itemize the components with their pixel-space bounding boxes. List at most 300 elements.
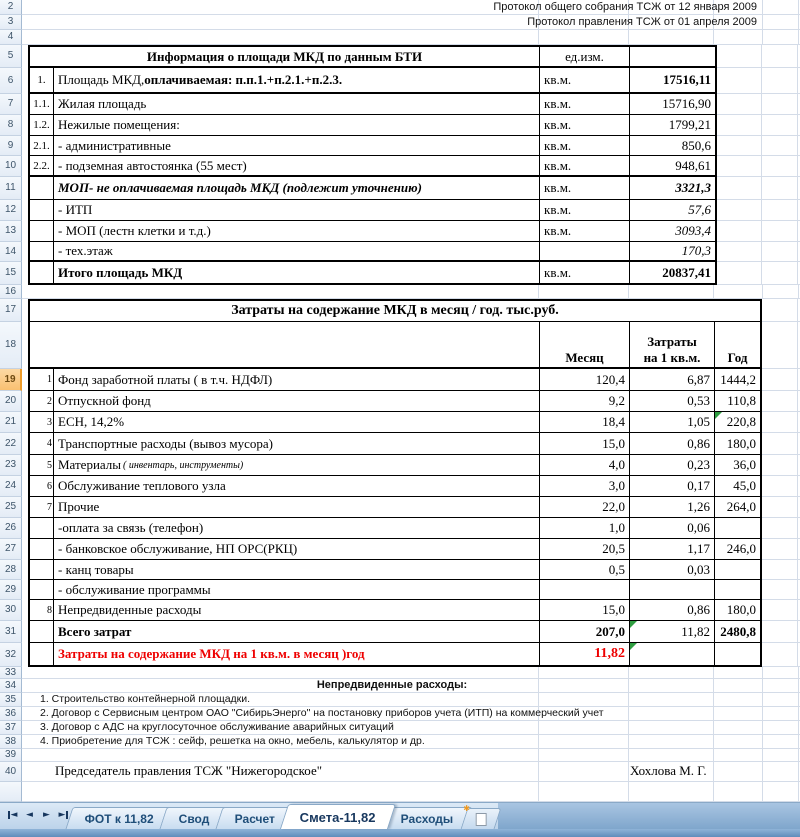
row-index-cell[interactable] (30, 262, 54, 283)
per-sqm-cell[interactable]: 1,05 (630, 412, 715, 432)
month-cell[interactable]: 15,0 (540, 433, 630, 454)
year-cell[interactable]: 1444,2 (720, 371, 756, 387)
protocol-line-1: Протокол общего собрания ТСЖ от 12 января 2009 (493, 0, 757, 13)
table-row (28, 560, 762, 580)
sheet-row (0, 455, 800, 476)
grid-area[interactable] (762, 391, 800, 412)
table-row (28, 156, 717, 177)
row-header[interactable]: 10 (0, 156, 22, 177)
per-sqm-cell[interactable]: 1,26 (630, 497, 715, 517)
row-label-cell[interactable]: Нежилые помещения: (54, 115, 540, 135)
per-sqm-cell[interactable]: 0,86 (630, 433, 715, 454)
grid-area[interactable] (22, 782, 800, 802)
grid-area[interactable] (762, 518, 800, 539)
sheet-tab-rashody[interactable] (381, 807, 473, 829)
table-row (28, 242, 717, 262)
grid-cell-error-flag[interactable] (630, 643, 715, 665)
unit-cell[interactable]: кв.м. (540, 262, 630, 283)
sheet-row (0, 621, 800, 643)
sheet-row (0, 782, 800, 802)
row-index-cell[interactable] (30, 539, 54, 559)
sheet-row (0, 369, 800, 391)
table-row (28, 115, 717, 136)
grid-cell[interactable] (715, 643, 760, 665)
grid-area[interactable] (717, 242, 800, 262)
row-label-cell[interactable]: Фонд заработной платы ( в т.ч. НДФЛ) (54, 369, 540, 390)
row-header[interactable]: 11 (0, 177, 22, 200)
row-label-cell[interactable]: ЕСН, 14,2% (54, 412, 540, 432)
sheet-row (0, 242, 800, 262)
grid-area[interactable] (762, 476, 800, 497)
row-header[interactable]: 27 (0, 539, 22, 560)
table-row (28, 177, 717, 200)
month-cell[interactable]: 0,5 (540, 560, 630, 579)
cost-table-title[interactable]: Затраты на содержание МКД в месяц / год. тыс.руб. (231, 303, 559, 318)
per-sqm-cell[interactable] (630, 580, 715, 599)
note-item: 4. Приобретение для ТСЖ : сейф, решетка на окно, мебель, калькулятор и др. (40, 735, 425, 747)
grid-area[interactable] (762, 580, 800, 600)
sheet-row (0, 707, 800, 721)
row-label-cell[interactable]: Отпускной фонд (54, 391, 540, 411)
row-index-cell[interactable] (30, 560, 54, 579)
grid-area[interactable] (762, 539, 800, 560)
sheet-row (0, 749, 800, 762)
row-label-cell[interactable] (54, 455, 540, 475)
column-header-per-sqm[interactable] (630, 322, 715, 367)
row-label-cell[interactable]: Транспортные расходы (вывоз мусора) (54, 433, 540, 454)
row-index-cell[interactable]: 1. (30, 68, 54, 92)
row-index-cell[interactable]: 1.2. (30, 115, 54, 135)
row-header[interactable]: 24 (0, 476, 22, 497)
sheet-row (0, 580, 800, 600)
table-row (28, 412, 762, 433)
label-text-bold: оплачиваемая: п.п.1.+п.2.1.+п.2.3. (144, 72, 343, 87)
value-cell[interactable]: 20837,41 (662, 264, 711, 280)
year-cell[interactable] (715, 518, 760, 538)
row-index-cell[interactable] (30, 221, 54, 241)
grid-area[interactable] (762, 369, 800, 391)
grid-area[interactable] (22, 721, 800, 735)
sheet-row (0, 299, 800, 322)
month-cell[interactable]: 9,2 (540, 391, 630, 411)
month-cell[interactable]: 4,0 (540, 455, 630, 475)
year-cell[interactable]: 36,0 (733, 457, 756, 472)
row-label-cell[interactable]: - обслуживание программы (54, 580, 540, 599)
row-label-cell[interactable]: МОП- не оплачиваемая площадь МКД (подлежит уточнению) (54, 177, 540, 199)
row-header[interactable]: 35 (0, 693, 22, 707)
row-label-cell[interactable]: - тех.этаж (54, 242, 540, 260)
column-header-text: Месяц (565, 349, 604, 365)
sheet-row (0, 68, 800, 94)
month-cell[interactable]: 120,4 (540, 369, 630, 390)
sheet-row (0, 667, 800, 679)
row-header[interactable]: 2 (0, 0, 22, 15)
unit-cell[interactable] (540, 242, 630, 260)
grid-area[interactable] (22, 667, 800, 679)
grid-area[interactable] (762, 643, 800, 667)
sheet-row (0, 391, 800, 412)
label-text: Материалы (58, 457, 122, 472)
table-row (28, 299, 762, 322)
row-header[interactable]: 32 (0, 643, 22, 667)
row-header[interactable] (0, 782, 22, 802)
row-header[interactable]: 26 (0, 518, 22, 539)
grid-area[interactable] (717, 156, 800, 177)
row-index-cell[interactable]: 1 (30, 369, 54, 390)
table-row (28, 433, 762, 455)
total-month-cell[interactable]: 207,0 (540, 621, 630, 642)
table-row (28, 369, 762, 391)
label-text: Площадь МКД, (58, 72, 145, 87)
per-sqm-cell[interactable]: 0,06 (630, 518, 715, 538)
grid-area[interactable] (762, 497, 800, 518)
sheet-tab-bar (0, 802, 800, 829)
unit-cell[interactable]: кв.м. (540, 156, 630, 175)
year-cell[interactable]: 180,0 (726, 602, 756, 617)
grid-area[interactable] (717, 200, 800, 221)
sheet-row (0, 156, 800, 177)
row-header[interactable]: 12 (0, 200, 22, 221)
year-cell[interactable]: 264,0 (726, 499, 756, 514)
sheet-row (0, 0, 800, 15)
signature-name: Хохлова М. Г. (630, 763, 707, 778)
sheet-row (0, 600, 800, 621)
row-label-cell[interactable]: - ИТП (54, 200, 540, 220)
row-header[interactable]: 37 (0, 721, 22, 735)
sheet-row (0, 497, 800, 518)
year-cell[interactable] (715, 560, 760, 579)
grid-area[interactable] (22, 693, 800, 707)
row-header[interactable]: 28 (0, 560, 22, 580)
unit-cell[interactable]: кв.м. (540, 221, 630, 241)
grid-area[interactable] (762, 433, 800, 455)
sheet-row (0, 762, 800, 782)
grid-area[interactable] (762, 299, 800, 322)
tab-label: Расходы (400, 811, 453, 826)
per-sqm-cell[interactable]: 1,17 (630, 539, 715, 559)
value-cell[interactable]: 170,3 (681, 243, 711, 258)
total-label-cell[interactable]: Всего затрат (54, 621, 540, 642)
grid-area[interactable] (717, 68, 800, 94)
per-sqm-cell[interactable]: 0,23 (630, 455, 715, 475)
column-header-text: на 1 кв.м. (643, 349, 701, 365)
sheet-row (0, 560, 800, 580)
window-bottom-edge (0, 829, 800, 837)
sheet-row (0, 177, 800, 200)
row-index-cell[interactable]: 2 (30, 391, 54, 411)
scroll-next-icon[interactable]: ► (43, 810, 50, 820)
row-index-cell[interactable] (30, 518, 54, 538)
insert-worksheet-button[interactable] (461, 804, 502, 829)
tab-scroll-buttons (0, 803, 76, 829)
row-label-cell[interactable]: Жилая площадь (54, 94, 540, 114)
sheet-row (0, 115, 800, 136)
table-row (28, 476, 762, 497)
sheet-row (0, 45, 800, 68)
sheet-row (0, 433, 800, 455)
tab-bar-filler (498, 803, 800, 829)
per-sqm-cell[interactable]: 0,03 (630, 560, 715, 579)
sheet-row (0, 285, 800, 299)
row-index-cell[interactable]: 3 (30, 412, 54, 432)
sheet-row (0, 94, 800, 115)
sheet-row (0, 200, 800, 221)
row-header[interactable]: 36 (0, 707, 22, 721)
row-header[interactable]: 40 (0, 762, 22, 782)
notes-title: Непредвиденные расходы: (316, 679, 468, 691)
row-header[interactable]: 6 (0, 68, 22, 94)
column-header-year[interactable] (715, 322, 760, 367)
row-label-cell[interactable]: - канц товары (54, 560, 540, 579)
unit-cell[interactable]: кв.м. (540, 200, 630, 220)
grid-area[interactable] (717, 262, 800, 285)
grid-area[interactable] (22, 679, 800, 693)
row-label-cell[interactable] (54, 68, 540, 92)
row-header[interactable]: 31 (0, 621, 22, 643)
grid-area[interactable] (762, 412, 800, 433)
table-row (28, 643, 762, 667)
row-header[interactable]: 29 (0, 580, 22, 600)
row-label-cell[interactable]: - банковское обслуживание, НП ОРС(РКЦ) (54, 539, 540, 559)
grid-area[interactable] (22, 285, 800, 299)
row-index-cell[interactable] (30, 580, 54, 599)
tab-label: Смета-11,82 (299, 809, 376, 825)
scroll-prev-icon[interactable]: ◄ (26, 810, 33, 820)
row-index-cell[interactable]: 2.1. (30, 136, 54, 155)
row-index-cell[interactable] (30, 643, 54, 665)
sheet-tab-smeta-active[interactable] (280, 804, 396, 829)
grid-area[interactable] (762, 322, 800, 369)
grid-area[interactable] (762, 455, 800, 476)
row-header[interactable]: 7 (0, 94, 22, 115)
per-sqm-cell[interactable]: 6,87 (630, 369, 715, 390)
month-cell[interactable]: 1,0 (540, 518, 630, 538)
sheet-row (0, 518, 800, 539)
sheet-row (0, 476, 800, 497)
value-cell[interactable]: 17516,11 (662, 72, 711, 87)
row-header[interactable]: 38 (0, 735, 22, 749)
grid-area[interactable] (22, 707, 800, 721)
sheet-row (0, 643, 800, 667)
row-index-cell[interactable]: 8 (30, 600, 54, 620)
grid-area[interactable] (717, 136, 800, 156)
insert-worksheet-star-icon: ✱ (463, 804, 471, 813)
table-row (28, 68, 717, 94)
column-header-text: Год (727, 349, 748, 365)
row-label-cell[interactable]: Непредвиденные расходы (54, 600, 540, 620)
grid-cell[interactable] (630, 47, 715, 66)
sheet-row (0, 539, 800, 560)
row-header[interactable]: 17 (0, 299, 22, 322)
row-header[interactable]: 39 (0, 749, 22, 762)
grid-area[interactable] (717, 221, 800, 242)
row-label-cell[interactable]: -оплата за связь (телефон) (54, 518, 540, 538)
grid-area[interactable] (22, 30, 800, 45)
protocol-line-2: Протокол правления ТСЖ от 01 апреля 2009 (527, 15, 757, 28)
sheet-row (0, 221, 800, 242)
grid-area[interactable] (717, 45, 800, 68)
month-cell[interactable] (540, 580, 630, 599)
row-index-cell[interactable]: 6 (30, 476, 54, 496)
table-row (28, 391, 762, 412)
total-year-cell[interactable]: 2480,8 (720, 623, 756, 639)
row-index-cell[interactable] (30, 177, 54, 199)
per-sqm-cell[interactable]: 0,17 (630, 476, 715, 496)
scroll-first-icon[interactable]: ◄ (4, 810, 21, 820)
sheet-tabs (76, 803, 498, 829)
signature-title: Председатель правления ТСЖ "Нижегородское" (55, 763, 323, 778)
unit-cell[interactable]: кв.м. (540, 68, 630, 92)
row-label-cell[interactable]: - подземная автостоянка (55 мест) (54, 156, 540, 175)
grid-area[interactable] (762, 600, 800, 621)
note-item: 3. Договор с АДС на круглосуточное обслуживание аварийных ситуаций (40, 721, 394, 733)
year-cell[interactable] (715, 580, 760, 599)
value-cell[interactable]: 57,6 (688, 202, 711, 217)
rate-label-cell[interactable]: Затраты на содержание МКД на 1 кв.м. в месяц )год (54, 643, 540, 665)
row-header[interactable]: 18 (0, 322, 22, 369)
row-index-cell[interactable] (30, 621, 54, 642)
row-header[interactable]: 16 (0, 285, 22, 299)
table-row (28, 221, 717, 242)
row-index-cell[interactable]: 1.1. (30, 94, 54, 114)
row-header[interactable]: 33 (0, 667, 22, 679)
sheet-row (0, 693, 800, 707)
year-cell[interactable]: 110,8 (727, 393, 756, 408)
month-cell[interactable]: 20,5 (540, 539, 630, 559)
value-cell[interactable]: 15716,90 (662, 96, 711, 111)
unit-column-header[interactable]: ед.изм. (540, 47, 630, 66)
note-item: 1. Строительство контейнерной площадки. (40, 693, 251, 705)
tab-label: Свод (178, 811, 210, 826)
per-sqm-cell[interactable]: 0,53 (630, 391, 715, 411)
row-header[interactable]: 20 (0, 391, 22, 412)
sheet-row (0, 322, 800, 369)
table-row (28, 539, 762, 560)
sheet-row (0, 412, 800, 433)
row-label-cell[interactable]: Обслуживание теплового узла (54, 476, 540, 496)
grid-area[interactable] (717, 115, 800, 136)
value-cell[interactable]: 948,61 (675, 157, 711, 173)
value-cell[interactable]: 850,6 (681, 137, 711, 153)
table-row (28, 621, 762, 643)
unit-cell[interactable]: кв.м. (540, 136, 630, 155)
grid-area[interactable] (717, 177, 800, 200)
row-label-cell[interactable]: - административные (54, 136, 540, 155)
row-header[interactable]: 15 (0, 262, 22, 285)
scroll-last-icon[interactable]: ► (55, 810, 72, 820)
sheet-row (0, 679, 800, 693)
value-cell[interactable]: 3321,3 (675, 180, 711, 195)
year-cell[interactable]: 180,0 (726, 435, 756, 451)
table-row (28, 262, 717, 285)
row-index-cell[interactable]: 7 (30, 497, 54, 517)
month-cell[interactable]: 18,4 (540, 412, 630, 432)
table-row (28, 455, 762, 476)
table-row (28, 580, 762, 600)
sheet-row (0, 15, 800, 30)
year-cell-error-flag[interactable]: 220,8 (715, 412, 760, 432)
note-item: 2. Договор с Сервисным центром ОАО "СибирьЭнерго" на постановку приборов учета (ИТП) на коммерческий учет (40, 707, 604, 719)
row-header[interactable]: 3 (0, 15, 22, 30)
row-index-cell[interactable]: 2.2. (30, 156, 54, 175)
column-header-text: Затраты (647, 333, 697, 349)
table-row (28, 136, 717, 156)
table-row (28, 600, 762, 621)
month-cell[interactable]: 15,0 (540, 600, 630, 620)
rate-month-cell[interactable]: 11,82 (540, 643, 630, 665)
row-header[interactable]: 23 (0, 455, 22, 476)
tab-label: ФОТ к 11,82 (84, 811, 154, 826)
row-header[interactable]: 21 (0, 412, 22, 433)
sheet-tab-fot[interactable] (65, 807, 173, 829)
grid-area[interactable] (762, 621, 800, 643)
row-header-active[interactable]: 19 (0, 369, 22, 391)
grid-area[interactable] (762, 560, 800, 580)
table-row (28, 518, 762, 539)
table-row (28, 45, 717, 68)
grid-cell[interactable] (30, 322, 540, 367)
row-label-cell[interactable]: Итого площадь МКД (54, 262, 540, 283)
row-header[interactable]: 9 (0, 136, 22, 156)
unit-cell[interactable]: кв.м. (540, 115, 630, 135)
area-table-title[interactable]: Информация о площади МКД по данным БТИ (30, 47, 540, 66)
value-cell[interactable]: 1799,21 (668, 117, 711, 132)
sheet-row (0, 30, 800, 45)
unit-cell[interactable]: кв.м. (540, 94, 630, 114)
row-header[interactable]: 13 (0, 221, 22, 242)
sheet-row (0, 721, 800, 735)
table-row (28, 497, 762, 518)
row-header[interactable]: 5 (0, 45, 22, 68)
row-header[interactable]: 25 (0, 497, 22, 518)
row-header[interactable]: 4 (0, 30, 22, 45)
row-header[interactable]: 22 (0, 433, 22, 455)
total-per-sqm-cell-error-flag[interactable]: 11,82 (630, 621, 715, 642)
grid-area[interactable] (22, 15, 800, 30)
insert-worksheet-icon (475, 813, 486, 826)
grid-area[interactable] (22, 0, 800, 15)
row-header[interactable]: 8 (0, 115, 22, 136)
month-cell[interactable]: 22,0 (540, 497, 630, 517)
tab-label: Расчет (234, 811, 275, 826)
year-cell[interactable]: 246,0 (726, 541, 756, 556)
unit-cell[interactable]: кв.м. (540, 177, 630, 199)
grid-area[interactable] (22, 762, 800, 782)
table-row (28, 94, 717, 115)
grid-area[interactable] (717, 94, 800, 115)
row-index-cell[interactable] (30, 200, 54, 220)
label-note-text: ( инвентарь, инструменты) (123, 459, 244, 471)
row-header[interactable]: 30 (0, 600, 22, 621)
table-row (28, 322, 762, 369)
row-index-cell[interactable]: 4 (30, 433, 54, 454)
grid-area[interactable] (22, 735, 800, 749)
value-cell[interactable]: 3093,4 (675, 223, 711, 238)
table-row (28, 200, 717, 221)
column-header-month[interactable] (540, 322, 630, 367)
row-index-cell[interactable]: 5 (30, 455, 54, 475)
row-header[interactable]: 14 (0, 242, 22, 262)
sheet-row (0, 262, 800, 285)
per-sqm-cell[interactable]: 0,86 (630, 600, 715, 620)
row-label-cell[interactable]: Прочие (54, 497, 540, 517)
row-header[interactable]: 34 (0, 679, 22, 693)
year-cell[interactable]: 45,0 (733, 478, 756, 493)
month-cell[interactable]: 3,0 (540, 476, 630, 496)
grid-area[interactable] (22, 749, 800, 762)
row-label-cell[interactable]: - МОП (лестн клетки и т.д.) (54, 221, 540, 241)
row-index-cell[interactable] (30, 242, 54, 260)
